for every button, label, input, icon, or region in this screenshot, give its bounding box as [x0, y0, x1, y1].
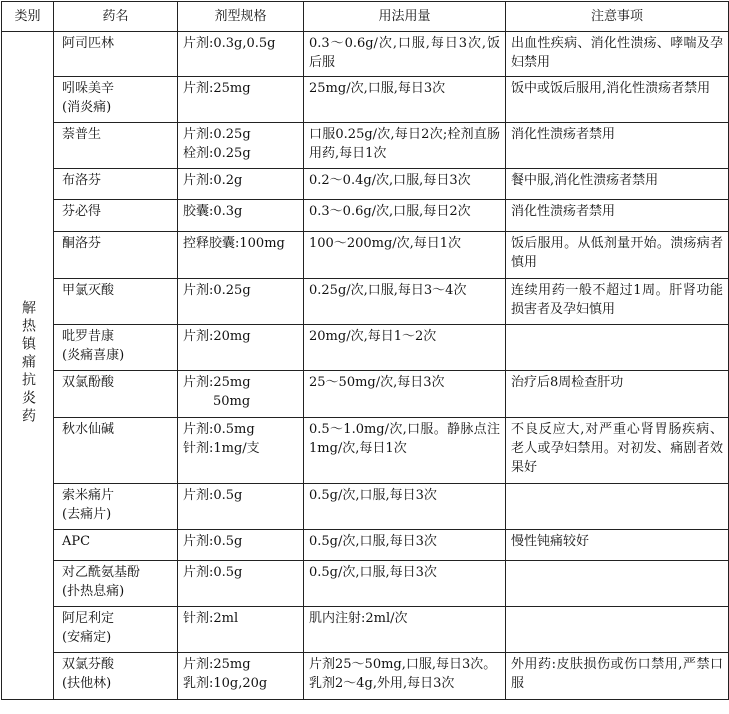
drug-notes-cell — [506, 32, 729, 77]
drug-form-cell-line: 片剂:25mg — [183, 375, 251, 390]
drug-usage-cell-line: 口服0.25g/次,每日2次;栓剂直肠用药,每日1次 — [309, 127, 500, 161]
drug-notes-cell — [506, 530, 729, 561]
drug-form-cell — [178, 653, 304, 700]
drug-usage-cell — [304, 232, 506, 279]
drug-form-cell — [178, 607, 304, 653]
header-category: 类别 — [2, 2, 54, 32]
drug-name-cell — [54, 561, 178, 607]
drug-name-cell-line: (扶他林) — [62, 676, 112, 691]
drug-usage-cell — [304, 371, 506, 418]
drug-form-cell-line: 片剂:0.5g — [183, 565, 243, 580]
drug-name-cell-line: 萘普生 — [62, 127, 102, 142]
drug-form-cell-line: 片剂:0.25g — [183, 127, 251, 142]
header-usage: 用法用量 — [304, 2, 506, 32]
drug-name-cell-line: (消炎痛) — [62, 100, 112, 115]
drug-usage-cell-line: 20mg/次,每日1～2次 — [309, 329, 437, 344]
drug-notes-cell — [506, 325, 729, 371]
drug-name-cell-line: 索米痛片 — [62, 488, 115, 503]
drug-name-cell-line: 双氯酚酸 — [62, 375, 115, 390]
drug-usage-cell — [304, 279, 506, 325]
drug-name-cell — [54, 418, 178, 484]
table-row — [2, 561, 729, 607]
drug-name-cell — [54, 653, 178, 700]
drug-form-cell-line: 控释胶囊:100mg — [183, 236, 285, 251]
drug-usage-cell — [304, 200, 506, 232]
drug-notes-cell-line: 连续用药一般不超过1周。肝肾功能损害者及孕妇慎用 — [511, 283, 723, 317]
drug-form-cell-line: 片剂:25mg — [183, 657, 251, 672]
drug-form-cell-line: 乳剂:10g,20g — [183, 676, 268, 691]
drug-name-cell-line: (去痛片) — [62, 507, 112, 522]
drug-name-cell — [54, 123, 178, 169]
drug-notes-cell-line: 出血性疾病、消化性溃疡、哮喘及孕妇禁用 — [511, 36, 723, 70]
drug-usage-cell-line: 0.5g/次,口服,每日3次 — [309, 534, 437, 549]
drug-form-cell — [178, 123, 304, 169]
drug-usage-cell-line: 0.3～0.6g/次,口服,每日3次,饭后服 — [309, 36, 500, 70]
category-label: 解热镇痛抗炎药 — [20, 299, 36, 426]
drug-name-cell — [54, 200, 178, 232]
drug-notes-cell — [506, 607, 729, 653]
drug-name-cell-line: (扑热息痛) — [62, 584, 125, 599]
drug-name-cell-line: 甲氯灭酸 — [62, 283, 115, 298]
drug-name-cell — [54, 169, 178, 200]
drug-usage-cell-line: 25～50mg/次,每日3次 — [309, 375, 445, 390]
drug-notes-cell — [506, 77, 729, 123]
drug-name-cell-line: 酮洛芬 — [62, 236, 102, 251]
drug-usage-cell-line: 0.5g/次,口服,每日3次 — [309, 488, 437, 503]
drug-name-cell — [54, 232, 178, 279]
drug-name-cell — [54, 530, 178, 561]
table-row — [2, 371, 729, 418]
category-cell — [2, 32, 54, 700]
drug-notes-cell-line: 消化性溃疡者禁用 — [511, 204, 616, 219]
drug-usage-cell — [304, 607, 506, 653]
drug-notes-cell-line: 慢性钝痛较好 — [511, 534, 590, 549]
table-row — [2, 653, 729, 700]
table-row — [2, 484, 729, 530]
drug-name-cell-line: (炎痛喜康) — [62, 348, 125, 363]
drug-form-cell-line: 片剂:20mg — [183, 329, 251, 344]
drug-usage-cell — [304, 77, 506, 123]
drug-notes-cell-line: 餐中服,消化性溃疡者禁用 — [511, 173, 659, 188]
drug-name-cell — [54, 279, 178, 325]
table-row — [2, 607, 729, 653]
drug-notes-cell-line: 饭中或饭后服用,消化性溃疡者禁用 — [511, 81, 711, 96]
drug-form-cell-line: 片剂:25mg — [183, 81, 251, 96]
drug-notes-cell — [506, 371, 729, 418]
drug-name-cell-line: (安痛定) — [62, 630, 112, 645]
drug-notes-cell-line: 消化性溃疡者禁用 — [511, 127, 616, 142]
drug-name-cell-line: APC — [62, 534, 91, 549]
drug-notes-cell-line: 不良反应大,对严重心肾胃肠疾病、老人或孕妇禁用。对初发、痛剧者效果好 — [511, 422, 723, 475]
drug-form-cell — [178, 32, 304, 77]
drug-form-cell-line: 片剂:0.5g — [183, 488, 243, 503]
drug-usage-cell — [304, 123, 506, 169]
drug-form-cell — [178, 200, 304, 232]
drug-form-cell-line: 针剂:1mg/支 — [183, 441, 260, 456]
drug-notes-cell — [506, 484, 729, 530]
drug-form-cell — [178, 484, 304, 530]
table-row — [2, 279, 729, 325]
drug-table — [1, 1, 729, 700]
drug-form-cell — [178, 530, 304, 561]
drug-usage-cell-line: 25mg/次,口服,每日3次 — [309, 81, 446, 96]
drug-form-cell-line: 针剂:2ml — [183, 611, 239, 626]
drug-form-cell — [178, 279, 304, 325]
drug-form-cell — [178, 169, 304, 200]
drug-name-cell — [54, 371, 178, 418]
drug-form-cell-line: 片剂:0.25g — [183, 283, 251, 298]
drug-name-cell — [54, 32, 178, 77]
table-row — [2, 77, 729, 123]
drug-name-cell-line: 阿尼利定 — [62, 611, 115, 626]
drug-usage-cell-line: 0.2～0.4g/次,口服,每日3次 — [309, 173, 471, 188]
drug-usage-cell-line: 片剂25～50mg,口服,每日3次。 — [309, 657, 497, 672]
drug-usage-cell — [304, 530, 506, 561]
drug-notes-cell — [506, 200, 729, 232]
drug-usage-cell-line: 乳剂2～4g,外用,每日3次 — [309, 676, 455, 691]
header-form: 剂型规格 — [178, 2, 304, 32]
drug-name-cell-line: 对乙酰氨基酚 — [62, 565, 141, 580]
drug-usage-cell-line: 肌内注射:2ml/次 — [309, 611, 408, 626]
drug-notes-cell — [506, 561, 729, 607]
drug-usage-cell — [304, 653, 506, 700]
drug-name-cell-line: 双氯芬酸 — [62, 657, 115, 672]
drug-usage-cell — [304, 418, 506, 484]
drug-form-cell-line: 片剂:0.2g — [183, 173, 243, 188]
drug-name-cell-line: 阿司匹林 — [62, 36, 115, 51]
drug-name-cell — [54, 607, 178, 653]
drug-usage-cell-line: 0.3～0.6g/次,口服,每日2次 — [309, 204, 471, 219]
drug-name-cell-line: 布洛芬 — [62, 173, 102, 188]
drug-name-cell-line: 吡罗昔康 — [62, 329, 115, 344]
table-row — [2, 232, 729, 279]
drug-usage-cell-line: 0.25g/次,口服,每日3～4次 — [309, 283, 467, 298]
drug-name-cell-line: 秋水仙碱 — [62, 422, 115, 437]
table-row — [2, 530, 729, 561]
drug-notes-cell — [506, 123, 729, 169]
drug-usage-cell — [304, 561, 506, 607]
table-row — [2, 32, 729, 77]
table-row — [2, 418, 729, 484]
table-row — [2, 123, 729, 169]
drug-usage-cell-line: 0.5～1.0mg/次,口服。静脉点注1mg/次,每日1次 — [309, 422, 500, 456]
table-row — [2, 200, 729, 232]
drug-name-cell-line: 吲哚美辛 — [62, 81, 115, 96]
drug-notes-cell — [506, 232, 729, 279]
table-row — [2, 169, 729, 200]
drug-usage-cell — [304, 32, 506, 77]
drug-form-cell — [178, 561, 304, 607]
drug-usage-cell-line: 100～200mg/次,每日1次 — [309, 236, 462, 251]
drug-form-cell-line: 栓剂:0.25g — [183, 146, 251, 161]
drug-notes-cell — [506, 653, 729, 700]
drug-notes-cell — [506, 279, 729, 325]
drug-form-cell-line: 50mg — [213, 394, 251, 409]
drug-notes-cell — [506, 418, 729, 484]
drug-usage-cell — [304, 484, 506, 530]
drug-form-cell — [178, 325, 304, 371]
header-row — [2, 2, 729, 32]
drug-form-cell — [178, 77, 304, 123]
drug-form-cell-line: 片剂:0.5mg — [183, 422, 255, 437]
header-name: 药名 — [54, 2, 178, 32]
drug-usage-cell-line: 0.5g/次,口服,每日3次 — [309, 565, 437, 580]
drug-notes-cell — [506, 169, 729, 200]
drug-name-cell — [54, 77, 178, 123]
drug-form-cell — [178, 418, 304, 484]
drug-usage-cell — [304, 169, 506, 200]
drug-form-cell-line: 片剂:0.3g,0.5g — [183, 36, 276, 51]
drug-usage-cell — [304, 325, 506, 371]
drug-form-cell-line: 胶囊:0.3g — [183, 204, 243, 219]
drug-form-cell — [178, 232, 304, 279]
table-row — [2, 325, 729, 371]
header-notes: 注意事项 — [506, 2, 729, 32]
drug-notes-cell-line: 治疗后8周检查肝功 — [511, 375, 624, 390]
drug-form-cell-line: 片剂:0.5g — [183, 534, 243, 549]
drug-name-cell-line: 芬必得 — [62, 204, 102, 219]
drug-notes-cell-line: 外用药:皮肤损伤或伤口禁用,严禁口服 — [511, 657, 723, 691]
drug-name-cell — [54, 484, 178, 530]
drug-notes-cell-line: 饭后服用。从低剂量开始。溃疡病者慎用 — [511, 236, 723, 270]
drug-form-cell — [178, 371, 304, 418]
drug-name-cell — [54, 325, 178, 371]
